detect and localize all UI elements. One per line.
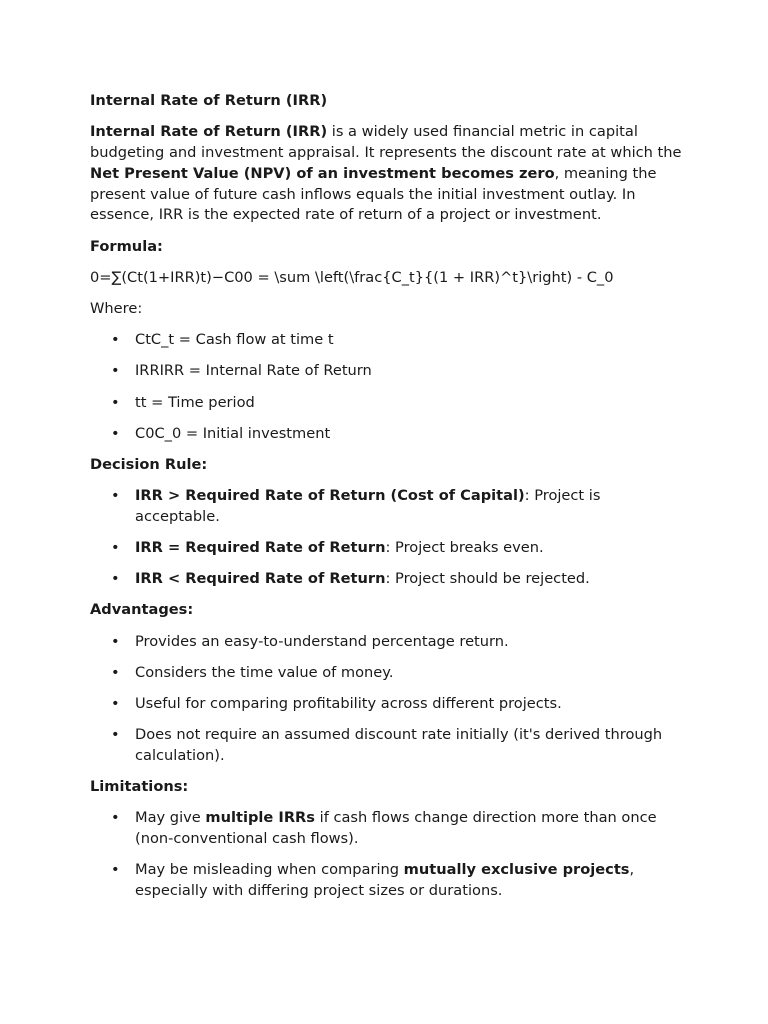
intro-bold-term: Internal Rate of Return (IRR) [90, 123, 328, 141]
list-item [90, 330, 682, 351]
advantages-list [90, 632, 682, 767]
intro-bold-npv: Net Present Value (NPV) of an investment becomes zero [90, 164, 555, 182]
list-item [90, 632, 682, 653]
advantage-text: Considers the time value of money. [135, 663, 394, 681]
document-title: Internal Rate of Return (IRR) [90, 92, 328, 109]
intro-text-1: is a widely used financial metric in capital budgeting and investment appraisal. It represents the discount rate at which the [90, 123, 682, 161]
decision-list [90, 486, 682, 590]
decision-condition: IRR > Required Rate of Return (Cost of Capital) [135, 487, 525, 505]
bullet-icon: • [111, 663, 120, 681]
bullet-icon: • [111, 726, 120, 744]
variable-text: tt = Time period [135, 393, 255, 411]
formula-text: 0=∑(Ct(1+IRR)t)−C00 = \sum \left(\frac{C_t}{(1 + IRR)^t}\right) - C_0 [90, 268, 614, 286]
bullet-icon: • [111, 539, 120, 557]
list-item [90, 538, 682, 559]
list-item [90, 393, 682, 414]
formula-heading: Formula: [90, 237, 163, 255]
intro-paragraph [90, 122, 682, 226]
bullet-icon: • [111, 570, 120, 588]
list-item [90, 663, 682, 684]
decision-outcome: : Project should be rejected. [385, 570, 590, 588]
variables-list [90, 330, 682, 444]
list-item [90, 361, 682, 382]
limitation-bold: mutually exclusive projects [403, 861, 630, 879]
limitation-bold: multiple IRRs [205, 809, 315, 827]
advantages-heading: Advantages: [90, 601, 194, 619]
list-item [90, 725, 682, 767]
bullet-icon: • [111, 487, 120, 505]
decision-condition: IRR = Required Rate of Return [135, 539, 386, 557]
bullet-icon: • [111, 424, 120, 442]
list-item [90, 694, 682, 715]
variable-text: CtC_t = Cash flow at time t [135, 331, 334, 349]
intro-text-2: , meaning the present value of future cash inflows equals the initial investment outlay. In essence, IRR is the expected rate of return of a project or investment. [90, 164, 657, 224]
list-item [90, 808, 682, 850]
bullet-icon: • [111, 331, 120, 349]
limitation-post: if cash flows change direction more than once (non-conventional cash flows). [135, 809, 657, 848]
limitation-pre: May be misleading when comparing [135, 861, 404, 879]
variable-text: IRRIRR = Internal Rate of Return [135, 362, 372, 380]
advantage-text: Provides an easy-to-understand percentage return. [135, 632, 509, 650]
list-item [90, 486, 682, 528]
limitation-post: , especially with differing project sizes or durations. [135, 861, 635, 900]
decision-heading: Decision Rule: [90, 455, 208, 473]
bullet-icon: • [111, 362, 120, 380]
bullet-icon: • [111, 861, 120, 879]
list-item [90, 569, 682, 590]
bullet-icon: • [111, 632, 120, 650]
bullet-icon: • [111, 694, 120, 712]
limitations-heading: Limitations: [90, 778, 189, 796]
variable-text: C0C_0 = Initial investment [135, 424, 331, 442]
advantage-text: Useful for comparing profitability across different projects. [135, 694, 562, 712]
bullet-icon: • [111, 393, 120, 411]
advantage-text: Does not require an assumed discount rate initially (it's derived through calculation). [135, 726, 663, 764]
limitations-list [90, 808, 682, 902]
list-item [90, 424, 682, 445]
decision-outcome: : Project is acceptable. [135, 487, 601, 525]
bullet-icon: • [111, 809, 120, 827]
decision-outcome: : Project breaks even. [385, 539, 544, 557]
where-label: Where: [90, 299, 143, 317]
limitation-pre: May give [135, 809, 206, 827]
list-item [90, 860, 682, 902]
document-page [90, 91, 682, 912]
decision-condition: IRR < Required Rate of Return [135, 570, 386, 588]
